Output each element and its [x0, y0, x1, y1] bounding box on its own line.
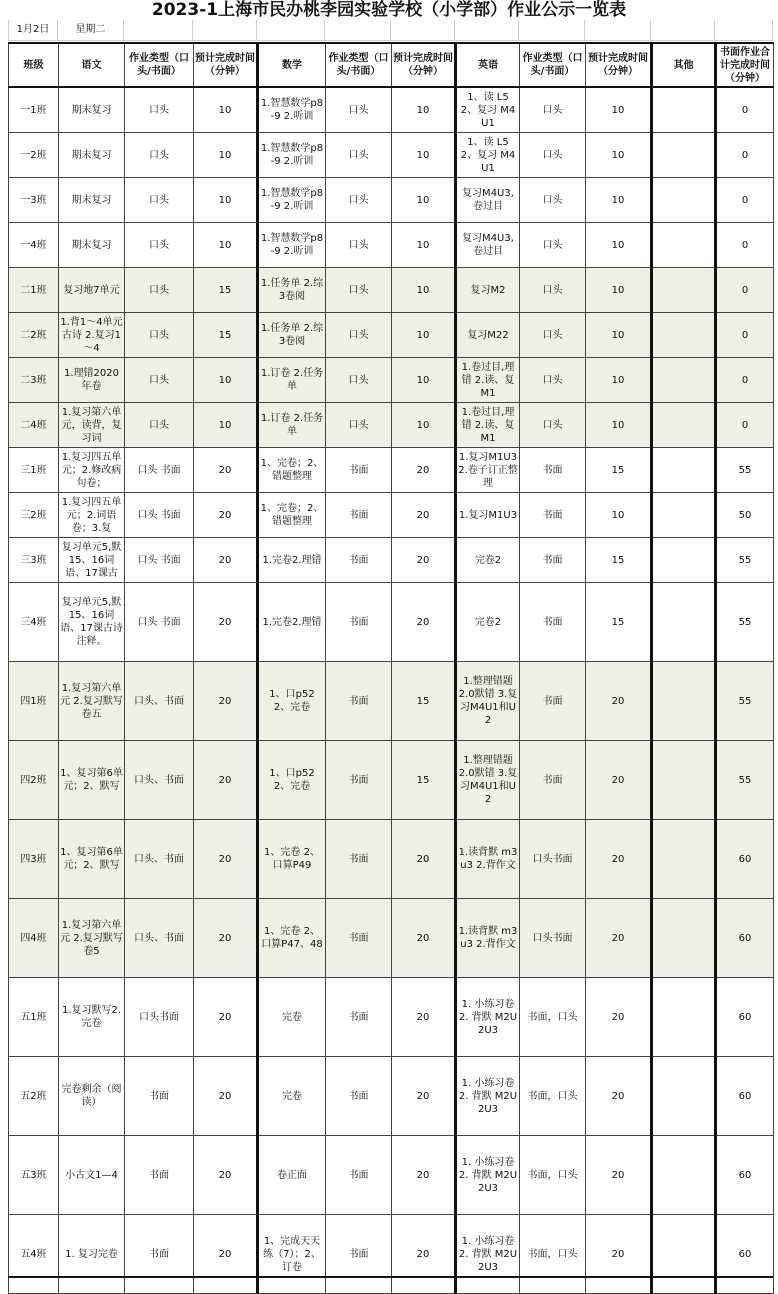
chinese-cell: 1.理错2020年卷 — [59, 358, 125, 403]
chinese-time-cell: 15 — [194, 313, 258, 358]
chinese-cell: 1.复习第六单元 2.复习默写卷5 — [59, 899, 125, 978]
chinese-type-cell: 口头 书面 — [125, 493, 194, 538]
english-type-cell: 书面 — [520, 741, 586, 820]
chinese-cell: 复习单元5,默15、16词语、17课古诗注释。 — [59, 583, 125, 662]
english-time-cell: 10 — [586, 178, 652, 223]
english-cell: 1.复习M1U3 2.卷子订正整理 — [456, 448, 520, 493]
english-cell: 1、读 L5 2、复习 M4U1 — [456, 133, 520, 178]
math-cell: 1.订卷 2.任务单 — [258, 358, 326, 403]
math-cell: 1.智慧数学p8-9 2.听训 — [258, 133, 326, 178]
math-type-cell: 书面 — [326, 899, 392, 978]
header-class: 班级 — [9, 43, 59, 87]
header-total: 书面作业合计完成时间（分钟） — [716, 43, 774, 87]
math-time-cell: 20 — [392, 978, 456, 1057]
other-cell — [652, 223, 716, 268]
chinese-type-cell: 口头 — [125, 313, 194, 358]
math-cell: 1.任务单 2.综3卷阅 — [258, 313, 326, 358]
chinese-type-cell: 口头、书面 — [125, 741, 194, 820]
chinese-type-cell: 口头书面 — [125, 978, 194, 1057]
class-cell: 四1班 — [9, 662, 59, 741]
chinese-type-cell: 口头 — [125, 133, 194, 178]
english-cell: 复习M22 — [456, 313, 520, 358]
total-cell: 60 — [716, 1057, 774, 1136]
chinese-cell: 1、复习第6单元；2、默写 — [59, 741, 125, 820]
table-row — [9, 358, 774, 403]
english-time-cell: 10 — [586, 268, 652, 313]
english-cell: 1.整理错题 2.0默错 3.复习M4U1和U2 — [456, 662, 520, 741]
math-cell: 1、完卷 2、口算P49 — [258, 820, 326, 899]
math-cell: 完卷 — [258, 978, 326, 1057]
other-cell — [652, 358, 716, 403]
table-row — [9, 403, 774, 448]
math-type-cell: 书面 — [326, 662, 392, 741]
header-other: 其他 — [652, 43, 716, 87]
other-cell — [652, 403, 716, 448]
english-time-cell: 10 — [586, 223, 652, 268]
english-cell: 1.卷过目,理错 2.读、复M1 — [456, 358, 520, 403]
math-time-cell: 10 — [392, 358, 456, 403]
math-time-cell: 20 — [392, 820, 456, 899]
total-cell: 55 — [716, 538, 774, 583]
english-type-cell: 书面 — [520, 538, 586, 583]
table-row — [9, 1136, 774, 1215]
english-cell: 复习M4U3,卷过目 — [456, 223, 520, 268]
math-time-cell: 20 — [392, 448, 456, 493]
english-cell: 1. 小练习卷 2. 背默 M2U2U3 — [456, 1136, 520, 1215]
header-chinese: 语文 — [59, 43, 125, 87]
total-cell: 0 — [716, 403, 774, 448]
english-type-cell: 口头 — [520, 403, 586, 448]
chinese-time-cell: 20 — [194, 448, 258, 493]
total-cell: 60 — [716, 820, 774, 899]
other-cell — [652, 268, 716, 313]
english-time-cell: 20 — [586, 1057, 652, 1136]
english-cell: 1. 小练习卷 2. 背默 M2U2U3 — [456, 978, 520, 1057]
chinese-time-cell: 20 — [194, 493, 258, 538]
math-type-cell: 书面 — [326, 1136, 392, 1215]
other-cell — [652, 662, 716, 741]
english-time-cell: 10 — [586, 133, 652, 178]
table-row — [9, 313, 774, 358]
table-row — [9, 178, 774, 223]
table-row — [9, 87, 774, 133]
chinese-cell: 复习单元5,默15、16词语、17课古 — [59, 538, 125, 583]
math-type-cell: 书面 — [326, 741, 392, 820]
table-row — [9, 133, 774, 178]
math-type-cell: 口头 — [326, 358, 392, 403]
english-time-cell: 20 — [586, 820, 652, 899]
class-cell: 一2班 — [9, 133, 59, 178]
chinese-cell: 1.复习第六单元，读背，复习词 — [59, 403, 125, 448]
date-cell: 1月2日 — [8, 20, 58, 40]
total-cell: 0 — [716, 178, 774, 223]
chinese-cell: 复习地7单元 — [59, 268, 125, 313]
header-chinese-time: 预计完成时间（分钟） — [194, 43, 258, 87]
total-cell: 0 — [716, 133, 774, 178]
class-cell: 三3班 — [9, 538, 59, 583]
class-cell: 二4班 — [9, 403, 59, 448]
chinese-type-cell: 口头 — [125, 358, 194, 403]
math-type-cell: 书面 — [326, 820, 392, 899]
class-cell: 五1班 — [9, 978, 59, 1057]
chinese-cell: 1.复习四五单元；2.修改病句卷； — [59, 448, 125, 493]
math-type-cell: 书面 — [326, 1215, 392, 1294]
chinese-cell: 完卷剩余（阅读） — [59, 1057, 125, 1136]
math-type-cell: 口头 — [326, 313, 392, 358]
english-cell: 复习M2 — [456, 268, 520, 313]
english-type-cell: 口头书面 — [520, 820, 586, 899]
other-cell — [652, 820, 716, 899]
table-row — [9, 223, 774, 268]
other-cell — [652, 178, 716, 223]
math-type-cell: 口头 — [326, 133, 392, 178]
chinese-cell: 1.背1～4单元古诗 2.复习1～4 — [59, 313, 125, 358]
math-time-cell: 15 — [392, 662, 456, 741]
math-cell: 1.智慧数学p8-9 2.听训 — [258, 223, 326, 268]
table-row — [9, 820, 774, 899]
class-cell: 三2班 — [9, 493, 59, 538]
math-time-cell: 10 — [392, 223, 456, 268]
class-cell: 三4班 — [9, 583, 59, 662]
math-type-cell: 口头 — [326, 268, 392, 313]
chinese-type-cell: 口头 — [125, 268, 194, 313]
math-time-cell: 20 — [392, 1057, 456, 1136]
page-title: 2023-1上海市民办桃李园实验学校（小学部）作业公示一览表 — [151, 0, 627, 20]
english-type-cell: 口头 — [520, 358, 586, 403]
math-time-cell: 10 — [392, 313, 456, 358]
class-cell: 一4班 — [9, 223, 59, 268]
chinese-type-cell: 口头 — [125, 178, 194, 223]
chinese-time-cell: 20 — [194, 1215, 258, 1294]
chinese-cell: 期末复习 — [59, 133, 125, 178]
math-time-cell: 20 — [392, 899, 456, 978]
math-type-cell: 书面 — [326, 583, 392, 662]
other-cell — [652, 899, 716, 978]
other-cell — [652, 1215, 716, 1294]
chinese-cell: 1. 复习完卷 — [59, 1215, 125, 1294]
math-type-cell: 口头 — [326, 178, 392, 223]
english-type-cell: 口头 — [520, 313, 586, 358]
english-type-cell: 口头 — [520, 178, 586, 223]
math-type-cell: 书面 — [326, 493, 392, 538]
chinese-time-cell: 15 — [194, 268, 258, 313]
chinese-time-cell: 10 — [194, 358, 258, 403]
weekday-cell: 星期二 — [58, 20, 124, 40]
other-cell — [652, 493, 716, 538]
english-time-cell: 20 — [586, 741, 652, 820]
english-cell: 复习M4U3,卷过目 — [456, 178, 520, 223]
chinese-cell: 1.复习第六单元 2.复习默写卷五 — [59, 662, 125, 741]
class-cell: 五3班 — [9, 1136, 59, 1215]
english-type-cell: 书面，口头 — [520, 1136, 586, 1215]
math-type-cell: 书面 — [326, 538, 392, 583]
english-time-cell: 10 — [586, 493, 652, 538]
class-cell: 二2班 — [9, 313, 59, 358]
table-row — [9, 493, 774, 538]
chinese-cell: 期末复习 — [59, 178, 125, 223]
chinese-time-cell: 10 — [194, 223, 258, 268]
chinese-type-cell: 口头 书面 — [125, 538, 194, 583]
math-time-cell: 20 — [392, 538, 456, 583]
chinese-cell: 1、复习第6单元；2、默写 — [59, 820, 125, 899]
math-type-cell: 口头 — [326, 403, 392, 448]
math-cell: 卷正面 — [258, 1136, 326, 1215]
chinese-cell: 期末复习 — [59, 87, 125, 133]
math-time-cell: 20 — [392, 1136, 456, 1215]
class-cell: 一1班 — [9, 87, 59, 133]
chinese-type-cell: 口头、书面 — [125, 662, 194, 741]
class-cell: 四4班 — [9, 899, 59, 978]
math-time-cell: 10 — [392, 87, 456, 133]
math-cell: 1.完卷2.理错 — [258, 583, 326, 662]
chinese-time-cell: 10 — [194, 87, 258, 133]
header-math: 数学 — [258, 43, 326, 87]
chinese-time-cell: 20 — [194, 662, 258, 741]
table-row — [9, 583, 774, 662]
class-cell: 一3班 — [9, 178, 59, 223]
chinese-time-cell: 10 — [194, 133, 258, 178]
english-time-cell: 20 — [586, 662, 652, 741]
other-cell — [652, 1136, 716, 1215]
other-cell — [652, 978, 716, 1057]
total-cell: 0 — [716, 358, 774, 403]
english-time-cell: 10 — [586, 403, 652, 448]
chinese-time-cell: 20 — [194, 741, 258, 820]
english-cell: 1. 小练习卷 2. 背默 M2U2U3 — [456, 1057, 520, 1136]
class-cell: 二3班 — [9, 358, 59, 403]
other-cell — [652, 583, 716, 662]
english-type-cell: 书面 — [520, 662, 586, 741]
english-type-cell: 口头书面 — [520, 899, 586, 978]
total-cell: 60 — [716, 899, 774, 978]
english-cell: 1.读背默 m3u3 2.背作文 — [456, 820, 520, 899]
total-cell: 55 — [716, 662, 774, 741]
table-bottom-border — [8, 1276, 773, 1278]
math-cell: 1、完成天天练（7）；2、订卷 — [258, 1215, 326, 1294]
english-time-cell: 20 — [586, 899, 652, 978]
math-time-cell: 10 — [392, 133, 456, 178]
header-math-type: 作业类型（口头/书面） — [326, 43, 392, 87]
english-type-cell: 书面 — [520, 583, 586, 662]
header-english-type: 作业类型（口头/书面） — [520, 43, 586, 87]
header-english-time: 预计完成时间（分钟） — [586, 43, 652, 87]
total-cell: 0 — [716, 87, 774, 133]
total-cell: 0 — [716, 223, 774, 268]
table-row — [9, 538, 774, 583]
table-row — [9, 899, 774, 978]
english-time-cell: 20 — [586, 978, 652, 1057]
table-row — [9, 741, 774, 820]
english-type-cell: 口头 — [520, 87, 586, 133]
table-row — [9, 448, 774, 493]
math-cell: 1.任务单 2.综3卷阅 — [258, 268, 326, 313]
chinese-type-cell: 口头 — [125, 87, 194, 133]
math-type-cell: 书面 — [326, 1057, 392, 1136]
english-cell: 1.读背默 m3u3 2.背作文 — [456, 899, 520, 978]
math-cell: 完卷 — [258, 1057, 326, 1136]
total-cell: 60 — [716, 978, 774, 1057]
total-cell: 50 — [716, 493, 774, 538]
chinese-cell: 1.复习默写2.完卷 — [59, 978, 125, 1057]
english-cell: 1.卷过目,理错 2.读、复M1 — [456, 403, 520, 448]
total-cell: 55 — [716, 583, 774, 662]
math-cell: 1.智慧数学p8-9 2.听训 — [258, 87, 326, 133]
other-cell — [652, 741, 716, 820]
math-cell: 1、口p52 2、完卷 — [258, 741, 326, 820]
chinese-cell: 期末复习 — [59, 223, 125, 268]
chinese-type-cell: 口头、书面 — [125, 820, 194, 899]
class-cell: 五4班 — [9, 1215, 59, 1294]
math-time-cell: 10 — [392, 403, 456, 448]
table-row — [9, 268, 774, 313]
chinese-type-cell: 口头 — [125, 403, 194, 448]
chinese-time-cell: 10 — [194, 178, 258, 223]
chinese-type-cell: 书面 — [125, 1215, 194, 1294]
english-type-cell: 书面 — [520, 448, 586, 493]
english-time-cell: 15 — [586, 448, 652, 493]
english-type-cell: 书面，口头 — [520, 1057, 586, 1136]
header-chinese-type: 作业类型（口头/书面） — [125, 43, 194, 87]
chinese-cell: 1.复习四五单元；2.词语卷；3.复 — [59, 493, 125, 538]
class-cell: 五2班 — [9, 1057, 59, 1136]
total-cell: 55 — [716, 448, 774, 493]
other-cell — [652, 1057, 716, 1136]
english-cell: 1、读 L5 2、复习 M4U1 — [456, 87, 520, 133]
math-cell: 1.智慧数学p8-9 2.听训 — [258, 178, 326, 223]
math-time-cell: 20 — [392, 583, 456, 662]
total-cell: 60 — [716, 1215, 774, 1294]
english-type-cell: 书面，口头 — [520, 1215, 586, 1294]
english-time-cell: 20 — [586, 1215, 652, 1294]
table-row — [9, 662, 774, 741]
math-time-cell: 10 — [392, 268, 456, 313]
header-row — [9, 43, 774, 87]
other-cell — [652, 538, 716, 583]
math-cell: 1、完卷 2、口算P47、48 — [258, 899, 326, 978]
english-cell: 完卷2 — [456, 538, 520, 583]
chinese-type-cell: 口头 — [125, 223, 194, 268]
header-math-time: 预计完成时间（分钟） — [392, 43, 456, 87]
chinese-time-cell: 20 — [194, 1057, 258, 1136]
math-time-cell: 20 — [392, 1215, 456, 1294]
chinese-type-cell: 书面 — [125, 1136, 194, 1215]
chinese-type-cell: 口头 书面 — [125, 448, 194, 493]
chinese-time-cell: 20 — [194, 538, 258, 583]
english-type-cell: 口头 — [520, 223, 586, 268]
math-cell: 1、口p52 2、完卷 — [258, 662, 326, 741]
chinese-type-cell: 口头 书面 — [125, 583, 194, 662]
date-row — [8, 20, 773, 41]
chinese-time-cell: 10 — [194, 403, 258, 448]
english-cell: 完卷2 — [456, 583, 520, 662]
chinese-type-cell: 书面 — [125, 1057, 194, 1136]
header-english: 英语 — [456, 43, 520, 87]
table-row — [9, 978, 774, 1057]
total-cell: 60 — [716, 1136, 774, 1215]
english-cell: 1.复习M1U3 — [456, 493, 520, 538]
english-cell: 1. 小练习卷 2. 背默 M2U2U3 — [456, 1215, 520, 1294]
english-time-cell: 10 — [586, 358, 652, 403]
class-cell: 四3班 — [9, 820, 59, 899]
math-type-cell: 口头 — [326, 223, 392, 268]
table-row — [9, 1215, 774, 1294]
math-time-cell: 20 — [392, 493, 456, 538]
class-cell: 三1班 — [9, 448, 59, 493]
math-type-cell: 书面 — [326, 978, 392, 1057]
chinese-time-cell: 20 — [194, 583, 258, 662]
english-time-cell: 15 — [586, 583, 652, 662]
math-cell: 1、完卷；2、错题整理 — [258, 448, 326, 493]
math-time-cell: 15 — [392, 741, 456, 820]
math-cell: 1.完卷2.理错 — [258, 538, 326, 583]
other-cell — [652, 313, 716, 358]
total-cell: 55 — [716, 741, 774, 820]
english-time-cell: 10 — [586, 313, 652, 358]
math-time-cell: 10 — [392, 178, 456, 223]
homework-table — [8, 42, 774, 1294]
english-type-cell: 口头 — [520, 268, 586, 313]
math-cell: 1、完卷；2、错题整理 — [258, 493, 326, 538]
math-cell: 1.订卷 2.任务单 — [258, 403, 326, 448]
chinese-time-cell: 20 — [194, 1136, 258, 1215]
english-time-cell: 20 — [586, 1136, 652, 1215]
table-row — [9, 1057, 774, 1136]
chinese-type-cell: 口头、书面 — [125, 899, 194, 978]
other-cell — [652, 448, 716, 493]
other-cell — [652, 133, 716, 178]
other-cell — [652, 87, 716, 133]
total-cell: 0 — [716, 313, 774, 358]
total-cell: 0 — [716, 268, 774, 313]
math-type-cell: 口头 — [326, 87, 392, 133]
class-cell: 二1班 — [9, 268, 59, 313]
english-type-cell: 书面，口头 — [520, 978, 586, 1057]
chinese-time-cell: 20 — [194, 978, 258, 1057]
english-cell: 1.整理错题 2.0默错 3.复习M4U1和U2 — [456, 741, 520, 820]
english-type-cell: 书面 — [520, 493, 586, 538]
english-time-cell: 10 — [586, 87, 652, 133]
chinese-time-cell: 20 — [194, 899, 258, 978]
chinese-cell: 小古文1—4 — [59, 1136, 125, 1215]
chinese-time-cell: 20 — [194, 820, 258, 899]
english-type-cell: 口头 — [520, 133, 586, 178]
english-time-cell: 15 — [586, 538, 652, 583]
class-cell: 四2班 — [9, 741, 59, 820]
math-type-cell: 书面 — [326, 448, 392, 493]
